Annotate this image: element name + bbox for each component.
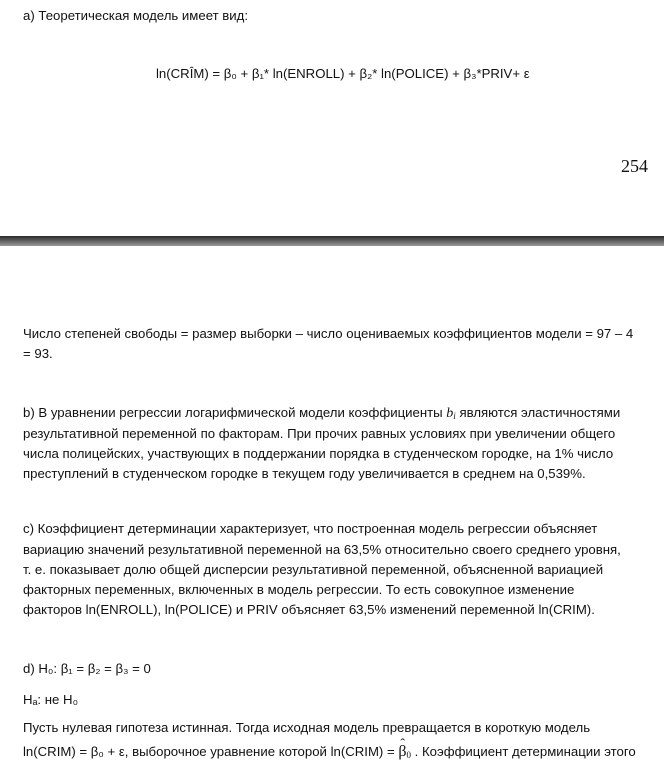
part-b-line-4: преступлений в студенческом городке в текущем году увеличивается в среднем на 0,539%. bbox=[23, 466, 586, 481]
coefficient-symbol bbox=[446, 406, 456, 421]
page-number: 254 bbox=[621, 156, 648, 176]
part-a-intro: a) Теоретическая модель имеет вид: bbox=[23, 8, 249, 23]
null-hypothesis: d) H₀: β₁ = β₂ = β₃ = 0 bbox=[23, 661, 151, 676]
part-c-line-5: факторов ln(ENROLL), ln(POLICE) и PRIV объясняет 63,5% изменений переменной ln(CRIM). bbox=[23, 602, 595, 617]
part-b-line-3: числа полицейских, участвующих в поддержании порядка в студенческом городке, на 1% число bbox=[23, 446, 614, 461]
part-d-line-1: Пусть нулевая гипотеза истинная. Тогда исходная модель превращается в короткую модель bbox=[23, 720, 591, 735]
coefficient-index: i bbox=[453, 411, 456, 421]
part-b-line-2: результативной переменной по факторам. При прочих равных условиях при увеличении общего bbox=[23, 426, 616, 441]
dof-line-2: = 93. bbox=[23, 346, 53, 361]
model-formula: ln(CRÎM) = β₀ + β₁* ln(ENROLL) + β₂* ln(POLICE) + β₃*PRIV+ ε bbox=[156, 66, 530, 81]
part-d-line-2 bbox=[23, 742, 636, 765]
part-c-line-1: c) Коэффициент детерминации характеризует, что построенная модель регрессии объясняет bbox=[23, 521, 598, 536]
part-b-line-1-end: являются эластичностями bbox=[455, 405, 621, 420]
beta-hat-zero-symbol bbox=[398, 743, 411, 760]
beta-hat-index: 0 bbox=[406, 750, 411, 760]
part-b-line-1-start: b) В уравнении регрессии логарифмической модели коэффициенты bbox=[23, 405, 447, 420]
part-c-line-4: факторных переменных, включенных в модель регрессии. То есть совокупное изменение bbox=[23, 582, 575, 597]
alternative-hypothesis: Hₐ: не H₀ bbox=[23, 692, 79, 707]
page-break-divider bbox=[0, 236, 664, 246]
dof-line-1: Число степеней свободы = размер выборки – число оцениваемых коэффициентов модели = 97 – 4 bbox=[23, 326, 634, 341]
part-c-line-2: вариацию значений результативной переменной на 63,5% относительно своего среднего уровня, bbox=[23, 542, 621, 557]
beta-hat-letter: β bbox=[398, 743, 407, 760]
coefficient-letter: b bbox=[446, 406, 454, 421]
part-b-line-1 bbox=[23, 403, 620, 426]
part-d-line-2-start: ln(CRIM) = β₀ + ε, выборочное уравнение которой ln(CRIM) = bbox=[23, 744, 399, 759]
part-d-line-2-end: . Коэффициент детерминации этого bbox=[411, 744, 636, 759]
part-c-line-3: т. е. показывает долю общей дисперсии результативной переменной, объясненной вариацией bbox=[23, 562, 604, 577]
